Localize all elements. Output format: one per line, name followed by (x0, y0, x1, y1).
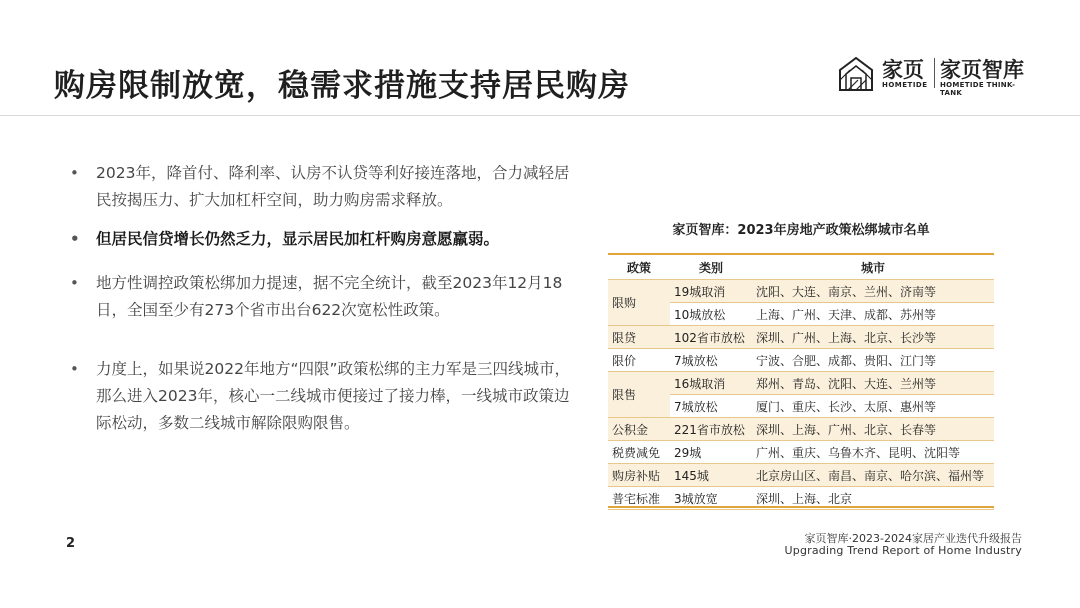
cities-cell: 深圳、上海、北京 (752, 487, 994, 510)
category-cell: 29城 (670, 441, 752, 464)
header-divider (0, 115, 1080, 116)
column-header-category: 类别 (670, 256, 752, 280)
cities-cell: 郑州、青岛、沈阳、大连、兰州等 (752, 372, 994, 395)
bullet-text: 2023年，降首付、降利率、认房不认贷等利好接连落地，合力减轻居民按揭压力、扩大加杠杆空间，助力购房需求释放。 (96, 164, 570, 209)
column-header-cities: 城市 (752, 256, 994, 280)
table-row (608, 280, 994, 303)
bullet-item (70, 356, 570, 436)
bullet-dot: • (70, 230, 80, 248)
policy-cell: 限贷 (608, 326, 670, 349)
cities-cell: 宁波、合肥、成都、贵阳、江门等 (752, 349, 994, 372)
bullet-text: 力度上，如果说2022年地方“四限”政策松绑的主力军是三四线城市，那么进入2023年，核心一二线城市便接过了接力棒，一线城市政策边际松动，多数二线城市解除限购限售。 (96, 360, 571, 432)
bullet-list (70, 160, 570, 436)
category-cell: 16城取消 (670, 372, 752, 395)
table-row (608, 441, 994, 464)
policy-cell: 限购 (608, 280, 670, 326)
table-header-row (608, 256, 994, 280)
category-cell: 19城取消 (670, 280, 752, 303)
bullet-item (70, 160, 570, 226)
table-top-rule (608, 253, 994, 255)
logo-divider (934, 58, 935, 88)
report-title-cn: 家页智库·2023-2024家居产业迭代升级报告 (804, 532, 1022, 545)
policy-cell: 公积金 (608, 418, 670, 441)
column-header-policy: 政策 (608, 256, 670, 280)
category-cell: 7城放松 (670, 349, 752, 372)
cities-cell: 深圳、上海、广州、北京、长春等 (752, 418, 994, 441)
cities-cell: 厦门、重庆、长沙、太原、惠州等 (752, 395, 994, 418)
brand-name: 家页 (882, 58, 924, 82)
cities-cell: 沈阳、大连、南京、兰州、济南等 (752, 280, 994, 303)
policy-cell: 购房补贴 (608, 464, 670, 487)
bullet-item (70, 226, 570, 270)
hometide-logo-icon (836, 54, 876, 94)
policy-table (608, 256, 994, 510)
cities-cell: 深圳、广州、上海、北京、长沙等 (752, 326, 994, 349)
bullet-dot: • (70, 360, 79, 378)
page-number: 2 (66, 536, 76, 551)
bullet-text: 但居民信贷增长仍然乏力，显示居民加杠杆购房意愿羸弱。 (96, 230, 500, 248)
cities-cell: 上海、广州、天津、成都、苏州等 (752, 303, 994, 326)
cities-cell: 广州、重庆、乌鲁木齐、昆明、沈阳等 (752, 441, 994, 464)
bullet-text: 地方性调控政策松绑加力提速，据不完全统计，截至2023年12月18日，全国至少有273个省市出台622次宽松性政策。 (96, 274, 563, 319)
table-bottom-rule (608, 506, 994, 508)
bullet-dot: • (70, 274, 79, 292)
policy-cell: 限价 (608, 349, 670, 372)
policy-cell: 普宅标准 (608, 487, 670, 510)
page-title: 购房限制放宽，稳需求措施支持居民购房 (54, 68, 630, 104)
cities-cell: 北京房山区、南昌、南京、哈尔滨、福州等 (752, 464, 994, 487)
table-row (608, 326, 994, 349)
bullet-dot: • (70, 164, 79, 182)
think-tank-name: 家页智库 (940, 58, 1024, 82)
table-title: 家页智库：2023年房地产政策松绑城市名单 (672, 223, 930, 238)
category-cell: 3城放宽 (670, 487, 752, 510)
brand-subtitle: HOMETIDE (882, 81, 928, 89)
table-row (608, 349, 994, 372)
policy-cell: 税费减免 (608, 441, 670, 464)
bullet-item (70, 270, 570, 356)
table-row (608, 464, 994, 487)
think-tank-subtitle: HOMETIDE THINK-TANK (940, 81, 1016, 97)
category-cell: 7城放松 (670, 395, 752, 418)
table-row (608, 372, 994, 395)
table-row (608, 418, 994, 441)
policy-cell: 限售 (608, 372, 670, 418)
category-cell: 10城放松 (670, 303, 752, 326)
report-title-en: Upgrading Trend Report of Home Industry (784, 544, 1022, 557)
category-cell: 145城 (670, 464, 752, 487)
hometide-logo (836, 52, 1028, 98)
category-cell: 102省市放松 (670, 326, 752, 349)
category-cell: 221省市放松 (670, 418, 752, 441)
